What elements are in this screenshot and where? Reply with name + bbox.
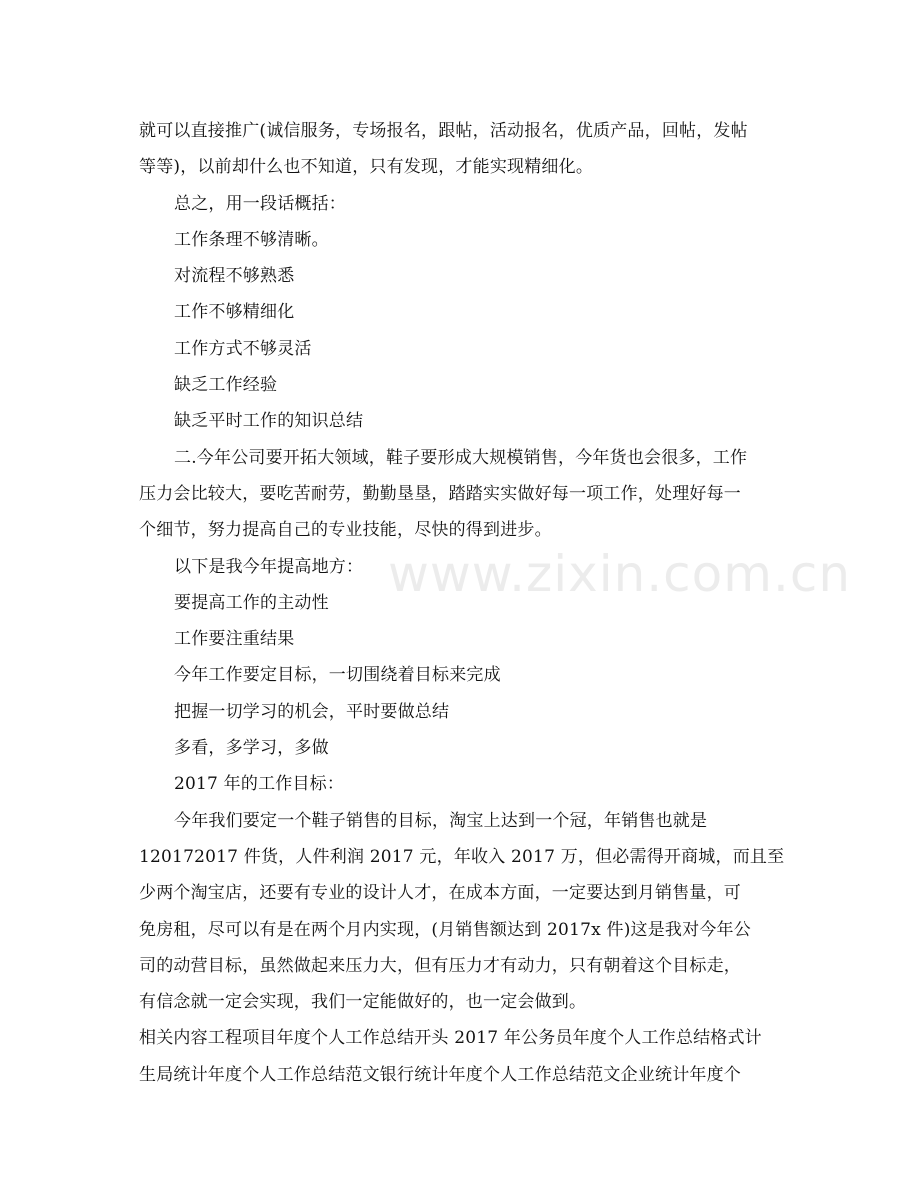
paragraph-line: 少两个淘宝店，还要有专业的设计人才，在成本方面，一定要达到月销售量，可 xyxy=(139,883,741,904)
paragraph-line: 司的动营目标，虽然做起来压力大，但有压力才有动力，只有朝着这个目标走， xyxy=(139,955,741,976)
paragraph-line: 有信念就一定会实现，我们一定能做好的，也一定会做到。 xyxy=(139,992,587,1013)
list-item: 要提高工作的主动性 xyxy=(174,592,329,613)
paragraph-line: 免房租，尽可以有是在两个月内实现，(月销售额达到 2017x 件)这是我对今年公 xyxy=(139,919,751,940)
list-item: 今年工作要定目标，一切围绕着目标来完成 xyxy=(174,665,501,686)
paragraph-line: 今年我们要定一个鞋子销售的目标，淘宝上达到一个冠，年销售也就是 xyxy=(174,810,708,831)
paragraph-line: 总之，用一段话概括： xyxy=(174,193,346,214)
paragraph-line: 就可以直接推广(诚信服务，专场报名，跟帖，活动报名，优质产品，回帖，发帖 xyxy=(139,121,748,141)
document-body xyxy=(139,113,787,1093)
list-item: 工作要注重结果 xyxy=(174,629,295,650)
list-item: 把握一切学习的机会，平时要做总结 xyxy=(174,701,450,722)
paragraph-line: 等等)，以前却什么也不知道，只有发现，才能实现精细化。 xyxy=(139,157,594,178)
related-content-line: 相关内容工程项目年度个人工作总结开头 2017 年公务员年度个人工作总结格式计 xyxy=(139,1028,762,1049)
list-item: 多看，多学习，多做 xyxy=(174,738,329,759)
paragraph-line: 以下是我今年提高地方： xyxy=(174,556,364,577)
paragraph-line: 二.今年公司要开拓大领域，鞋子要形成大规模销售，今年货也会很多，工作 xyxy=(174,447,748,468)
paragraph-line: 120172017 件货，人件利润 2017 元，年收入 2017 万，但必需得开商城，而且至 xyxy=(139,846,785,867)
watermark: www.zixin.com.cn xyxy=(388,545,852,603)
list-item: 对流程不够熟悉 xyxy=(174,266,295,287)
paragraph-line: 压力会比较大，要吃苦耐劳，勤勤垦垦，踏踏实实做好每一项工作，处理好每一 xyxy=(139,483,741,504)
list-item: 工作方式不够灵活 xyxy=(174,338,312,359)
list-item: 缺乏工作经验 xyxy=(174,375,278,396)
list-item: 工作条理不够清晰。 xyxy=(174,229,329,250)
list-item: 工作不够精细化 xyxy=(174,302,295,323)
related-content-line: 生局统计年度个人工作总结范文银行统计年度个人工作总结范文企业统计年度个 xyxy=(139,1064,741,1085)
list-item: 缺乏平时工作的知识总结 xyxy=(174,411,364,432)
paragraph-line: 个细节，努力提高自己的专业技能，尽快的得到进步。 xyxy=(139,520,552,541)
section-heading: 2017 年的工作目标： xyxy=(174,774,345,795)
